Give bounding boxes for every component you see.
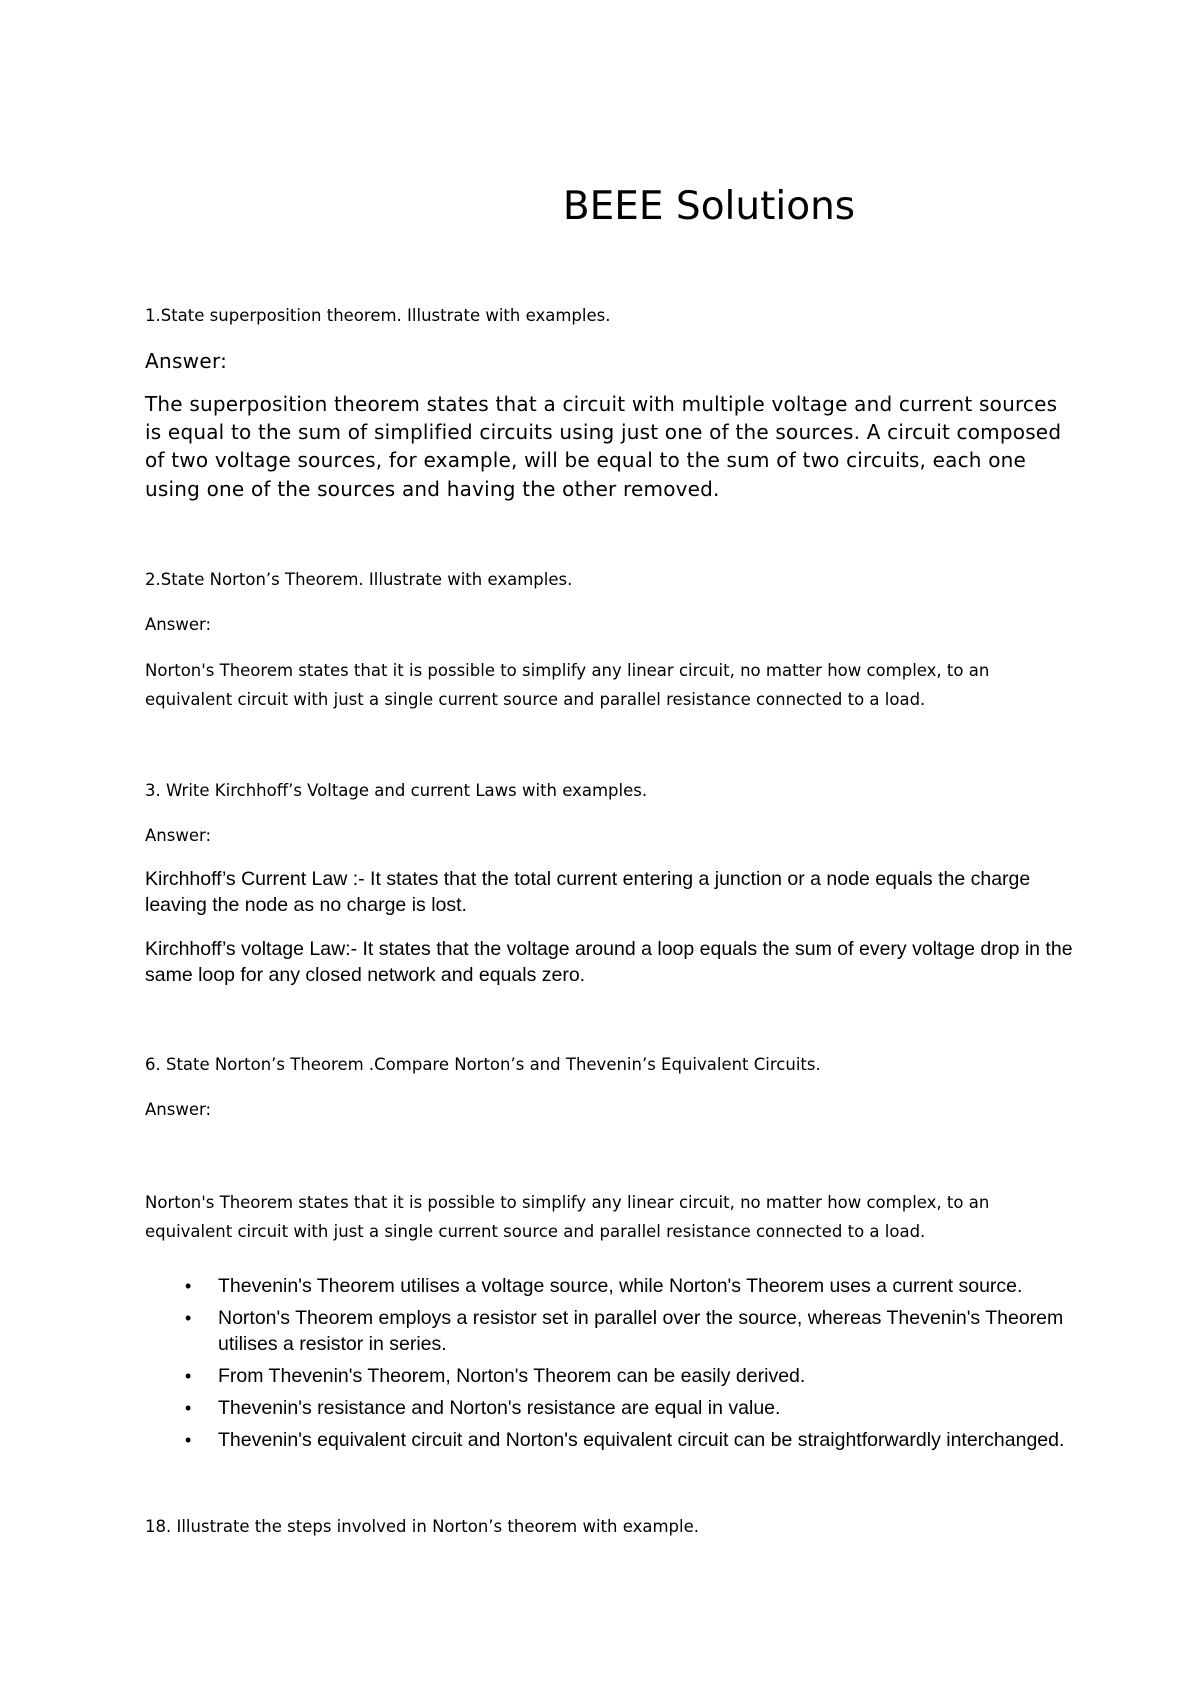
bullet-dot-icon: • (185, 1365, 192, 1386)
bullet-dot-icon: • (185, 1429, 192, 1450)
question-2: 2.State Norton’s Theorem. Illustrate with examples. (145, 570, 573, 589)
bullet-text: Thevenin's resistance and Norton's resistance are equal in value. (218, 1396, 781, 1419)
bullet-dot-icon: • (185, 1308, 192, 1328)
bullet-item (145, 1364, 1075, 1390)
answer-label-6: Answer: (145, 1100, 212, 1119)
bullet-text: Norton's Theorem employs a resistor set in parallel over the source, whereas Thevenin's Theorem utilises a resistor in series. (218, 1307, 1064, 1355)
question-3: 3. Write Kirchhoff’s Voltage and current Laws with examples. (145, 781, 648, 800)
bullet-dot-icon: • (185, 1276, 192, 1296)
bullet-item (145, 1428, 1075, 1454)
comparison-bullet-list (145, 1274, 1075, 1460)
answer-paragraph-3a: Kirchhoff’s Current Law :- It states that the total current entering a junction or a node equals the charge leaving the node as no charge is lost. (145, 868, 1031, 916)
question-6: 6. State Norton’s Theorem .Compare Norton’s and Thevenin’s Equivalent Circuits. (145, 1055, 821, 1074)
bullet-text: Thevenin's equivalent circuit and Norton's equivalent circuit can be straightforwardly interchanged. (218, 1428, 1065, 1451)
answer-label-3: Answer: (145, 826, 212, 845)
answer-label-1: Answer: (145, 349, 228, 373)
bullet-item (145, 1396, 1075, 1422)
answer-paragraph-2: Norton's Theorem states that it is possible to simplify any linear circuit, no matter how complex, to an equivalent circuit with just a single current source and parallel resistance connected to a load. (145, 661, 990, 709)
bullet-text: Thevenin's Theorem utilises a voltage source, while Norton's Theorem uses a current source. (218, 1275, 1023, 1297)
answer-paragraph-3b: Kirchhoff’s voltage Law:- It states that the voltage around a loop equals the sum of every voltage drop in the same loop for any closed network and equals zero. (145, 938, 1073, 986)
answer-label-2: Answer: (145, 615, 212, 634)
question-1: 1.State superposition theorem. Illustrate with examples. (145, 306, 611, 325)
answer-paragraph-6: Norton's Theorem states that it is possible to simplify any linear circuit, no matter how complex, to an equivalent circuit with just a single current source and parallel resistance connected to a load. (145, 1193, 990, 1241)
answer-paragraph-1: The superposition theorem states that a circuit with multiple voltage and current sources is equal to the sum of simplified circuits using just one of the sources. A circuit composed of two voltage sources, for example, will be equal to the sum of two circuits, each one using one of the sources and having the other removed. (145, 392, 1062, 501)
bullet-item (145, 1306, 1075, 1357)
question-18: 18. Illustrate the steps involved in Norton’s theorem with example. (145, 1517, 699, 1536)
bullet-dot-icon: • (185, 1397, 192, 1418)
document-title: BEEE Solutions (562, 184, 856, 229)
bullet-text: From Thevenin's Theorem, Norton's Theorem can be easily derived. (218, 1364, 806, 1387)
bullet-item (145, 1274, 1075, 1300)
